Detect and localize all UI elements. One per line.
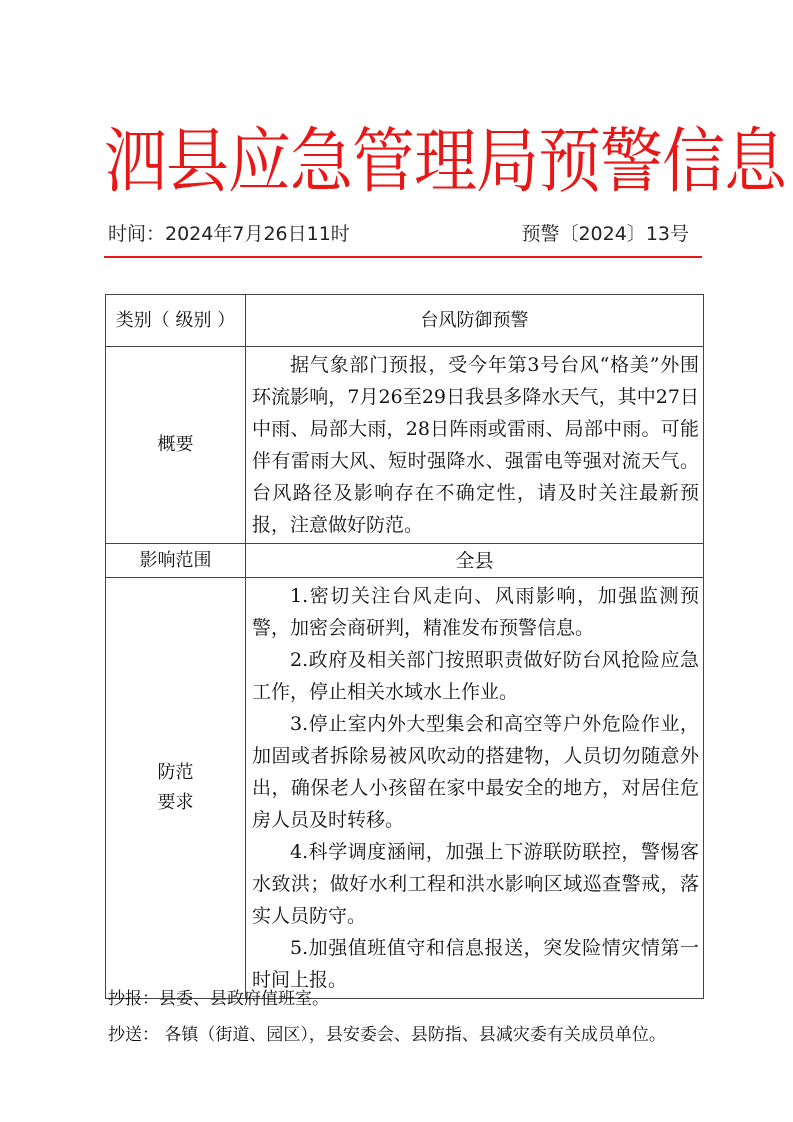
copy-to-line: 抄送： 各镇（街道、园区），县安委会、县防指、县减灾委有关成员单位。: [108, 1025, 666, 1045]
table-row-category: [106, 295, 704, 347]
requirement-item-4: 4.科学调度涵闸，加强上下游联防联控，警惕客水致洪；做好水利工程和洪水影响区域巡查警戒，落实人员防守。: [252, 841, 699, 927]
requirements-label-line2: 要求: [157, 792, 194, 813]
requirements-label-line1: 防范: [157, 762, 194, 783]
summary-cell: [246, 347, 704, 544]
scope-value: 全县: [246, 544, 704, 578]
summary-label: 概要: [106, 347, 246, 544]
requirement-item-3: 3.停止室内外大型集会和高空等户外危险作业，加固或者拆除易被风吹动的搭建物，人员切勿随意外出，确保老人小孩留在家中最安全的地方，对居住危房人员及时转移。: [252, 713, 699, 831]
requirement-item-1: 1.密切关注台风走向、风雨影响，加强监测预警，加密会商研判，精准发布预警信息。: [252, 585, 699, 639]
document-title: 泗县应急管理局预警信息: [104, 120, 786, 203]
table-row-summary: [106, 347, 704, 544]
report-to-line: 抄报：县委、县政府值班室。: [108, 989, 329, 1009]
scope-label: 影响范围: [106, 544, 246, 578]
table-row-requirements: [106, 578, 704, 999]
category-label: 类别（ 级别 ）: [106, 295, 246, 347]
warning-info-table: [105, 294, 704, 999]
table-row-scope: [106, 544, 704, 578]
issue-time: 时间：2024年7月26日11时: [108, 223, 350, 245]
requirements-label: [106, 578, 246, 999]
requirements-cell: [246, 578, 704, 999]
document-number: 预警〔2024〕13号: [521, 223, 689, 245]
requirement-item-5: 5.加强值班值守和信息报送，突发险情灾情第一时间上报。: [252, 937, 699, 991]
header-red-rule: [104, 256, 702, 258]
summary-text: 据气象部门预报，受今年第3号台风“格美”外围环流影响，7月26至29日我县多降水天气，其中27日中雨、局部大雨，28日阵雨或雷雨、局部中雨。可能伴有雷雨大风、短时强降水、强雷电等强对流天气。台风路径及影响存在不确定性，请及时关注最新预报，注意做好防范。: [252, 354, 699, 536]
category-value: 台风防御预警: [246, 295, 704, 347]
requirement-item-2: 2.政府及相关部门按照职责做好防台风抢险应急工作，停止相关水域水上作业。: [252, 649, 699, 703]
